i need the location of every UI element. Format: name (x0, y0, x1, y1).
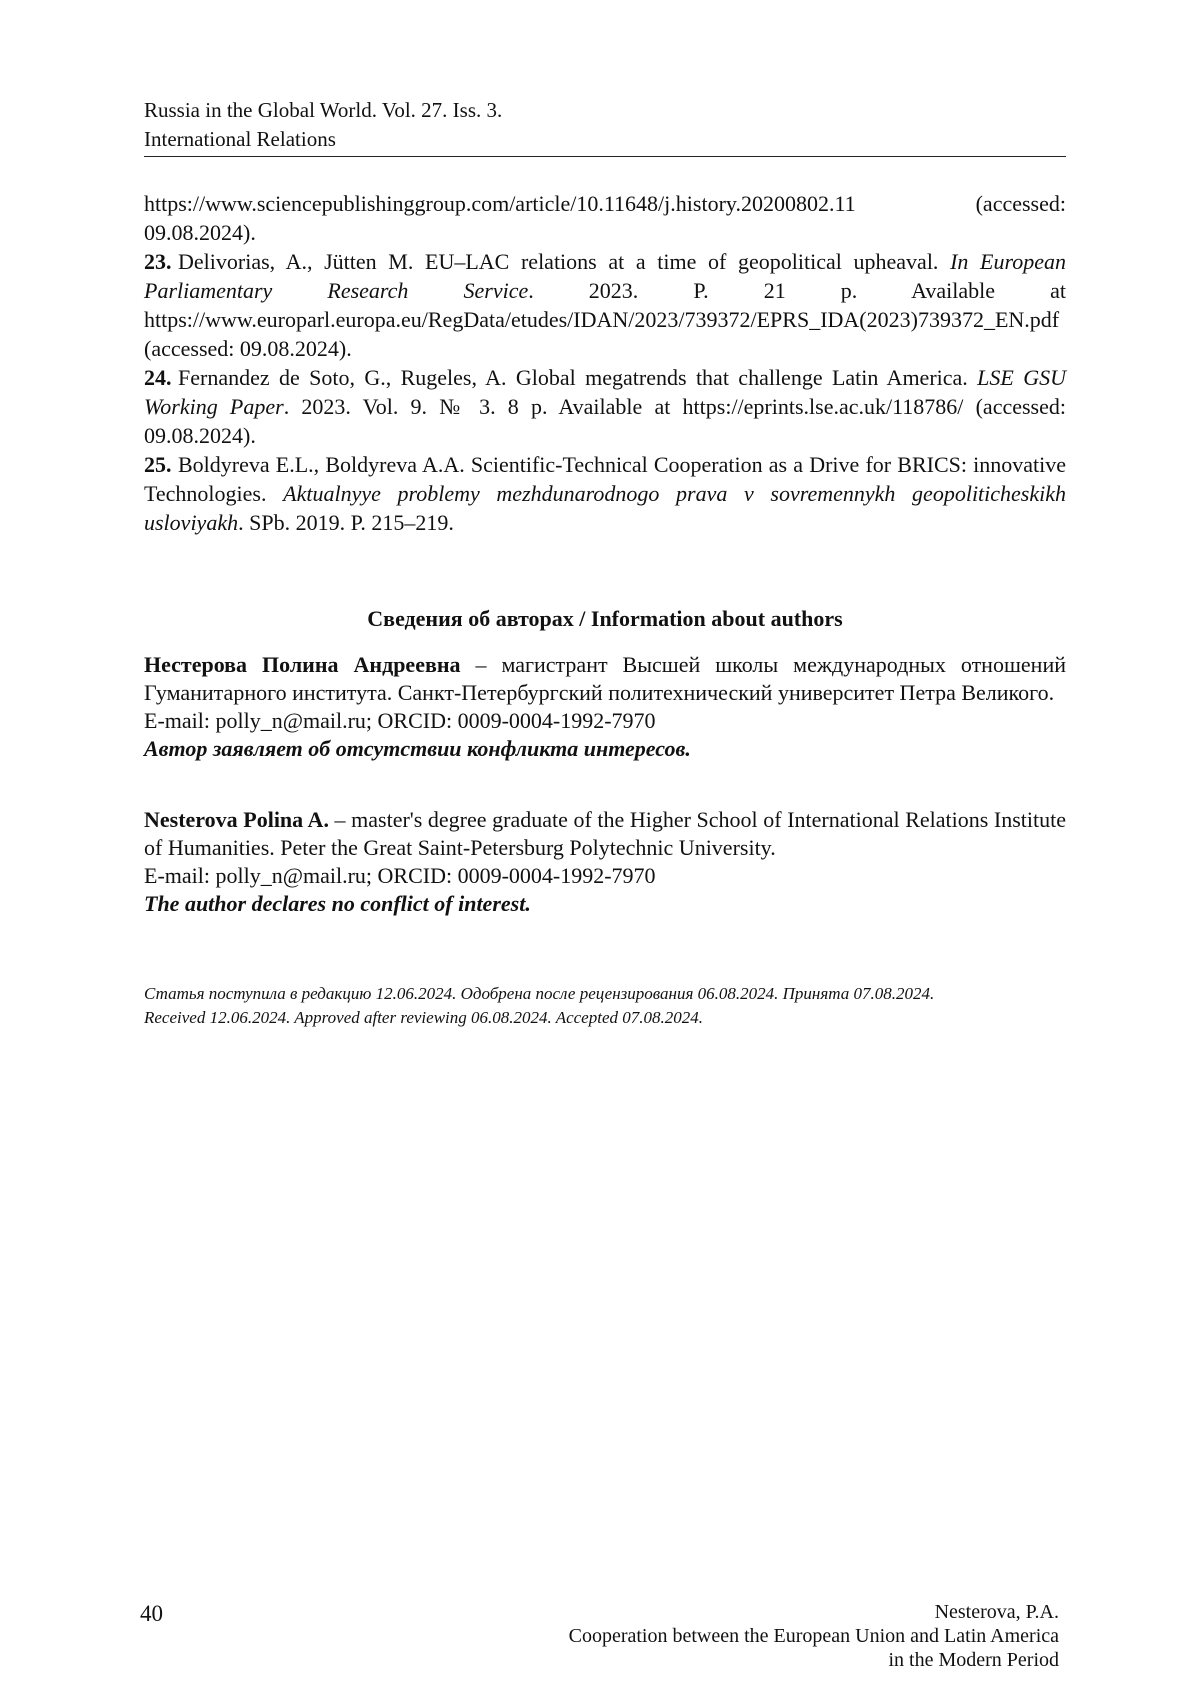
reference-details: . 2023. Vol. 9. № 3. 8 p. Available at https://eprints.lse.ac.uk/118786/ (accessed: 09.08.2024). (144, 394, 1066, 448)
reference-source: Aktualnyye problemy mezhdunarodnogo prava v sovremennykh geopoliticheskikh usloviyakh (144, 481, 1067, 535)
author-bio-en (144, 806, 1066, 862)
author-info-ru (144, 651, 1066, 763)
author-name-en: Nesterova Polina A. (144, 807, 329, 832)
running-header (144, 96, 1066, 157)
reference-text: Boldyreva E.L., Boldyreva A.A. Scientific-Technical Cooperation as a Drive for BRICS: innovative Technologies. (144, 452, 1066, 506)
reference-continuation (144, 189, 1066, 247)
journal-section: International Relations (144, 127, 336, 151)
reference-source: In European Parliamentary Research Service (144, 249, 1066, 303)
article-dates-en: Received 12.06.2024. Approved after reviewing 06.08.2024. Accepted 07.08.2024. (144, 1008, 703, 1027)
author-contact-ru: E-mail: polly_n@mail.ru; ORCID: 0009-0004-1992-7970 (144, 708, 656, 733)
reference-item (144, 450, 1066, 537)
reference-list (144, 189, 1066, 537)
reference-text: Fernandez de Soto, G., Rugeles, A. Global megatrends that challenge Latin America. (178, 365, 978, 390)
footer-title-line2: in the Modern Period (888, 1649, 1059, 1671)
reference-text: Delivorias, A., Jütten M. EU–LAC relations at a time of geopolitical upheaval. (178, 249, 951, 274)
reference-item (144, 363, 1066, 450)
journal-title: Russia in the Global World. Vol. 27. Iss. 3. (144, 98, 503, 122)
conflict-declaration-en: The author declares no conflict of interest. (144, 891, 531, 916)
reference-number: 24. (144, 365, 172, 390)
running-footer (439, 1600, 1059, 1672)
footer-author: Nesterova, P.A. (934, 1601, 1059, 1623)
page-number: 40 (140, 1601, 163, 1626)
author-description-en: – master's degree graduate of the Higher School of International Relations Institute of Humanities. Peter the Great Saint-Petersburg Polytechnic University. (144, 807, 1066, 860)
article-dates-ru: Статья поступила в редакцию 12.06.2024. Одобрена после рецензирования 06.08.2024. Принята 07.08.2024. (144, 984, 935, 1003)
reference-number: 23. (144, 249, 172, 274)
authors-heading: Сведения об авторах / Information about authors (367, 606, 843, 631)
footer-title-line1: Cooperation between the European Union and Latin America (568, 1625, 1059, 1647)
reference-details: . 2023. P. 21 p. Available at https://www.europarl.europa.eu/RegData/etudes/IDAN/2023/739372/EPRS_IDA(2023)739372_EN.pdf (accessed: 09.08.2024). (144, 278, 1066, 361)
conflict-declaration-ru: Автор заявляет об отсутствии конфликта интересов. (144, 736, 691, 761)
author-contact-en: E-mail: polly_n@mail.ru; ORCID: 0009-0004-1992-7970 (144, 863, 656, 888)
author-info-en (144, 806, 1066, 918)
author-description-ru: – магистрант Высшей школы международных отношений Гуманитарного института. Санкт-Петербургский политехнический университет Петра Великого. (144, 652, 1066, 705)
reference-source: LSE GSU Working Paper (144, 365, 1066, 419)
reference-details: . SPb. 2019. P. 215–219. (238, 510, 454, 535)
author-bio-ru (144, 651, 1066, 707)
reference-continuation-text: https://www.sciencepublishinggroup.com/article/10.11648/j.history.20200802.11 (accessed: 09.08.2024). (144, 191, 1066, 245)
reference-number: 25. (144, 452, 172, 477)
reference-item (144, 247, 1066, 363)
article-dates (144, 982, 1066, 1030)
author-name-ru: Нестерова Полина Андреевна (144, 652, 461, 677)
